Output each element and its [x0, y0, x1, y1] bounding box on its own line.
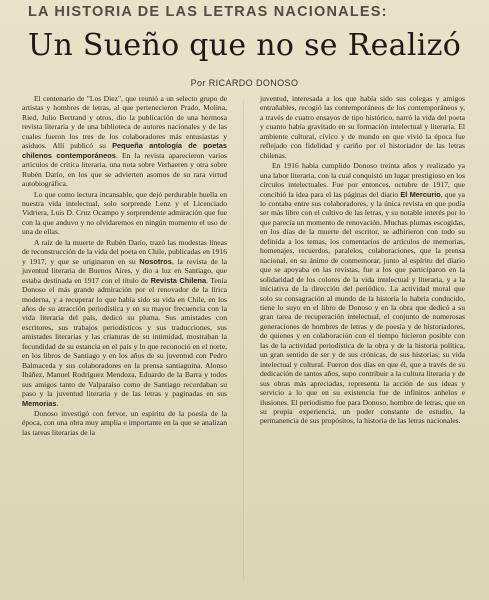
paragraph: A raíz de la muerte de Rubén Darío, trazó las modestas líneas de reconstrucción de la vida del poeta en Chile, publicadas en 1916 y 1917, y que se originaron en su Nosotros, la revista de la juventud literaria de Buenos Aires, y dio a luz en Santiago, que estaba destinada en 1917 con el título de Revista Chilena. Tenía Donoso el más grande admiración por el renovador de la lírica moderna, y a recuperar lo que había sido su vida en Chile, en los años de su atracción periodística y en su mayor frecuencia con la vida literaria del país, dedicó su pluma. Sus amistades con escritores, sus trabajos periodísticos y sus traducciones, sus amistades literarias y las criaturas de su intimidad, mostraban la fecundidad de su estancia en el país y lo que reconoció en el norte, en los libros de Santiago y en los años de su juventud con Pedro Balmaceda y sus colaboradores en la prensa santiaguina. Alonso Ibáñez, Manuel Rodríguez Mendoza, Eduardo de la Barra y todos sus amigos tanto de Valparaíso como de Santiago recordaban su paso y la juventud literaria y de las letras y paginadas en sus Memorias.	[22, 237, 227, 408]
paragraph: Lo que como lectura incansable, que dejó perdurable huella en nuestra vida intelectual, solo sorprende Lenz y el Licenciado Vidriera, Luis D. Cruz Ocampo y sorprendente admiración que fue con la que anduvo y no olvidaremos en ningún momento el uso de una de ellas.	[22, 189, 227, 237]
article-headline: Un Sueño que no se Realizó	[27, 28, 462, 63]
column-divider	[243, 100, 244, 580]
article-byline: Por RICARDO DONOSO	[190, 78, 299, 88]
paragraph: El centenario de "Los Diez", que reunió a un selecto grupo de artistas y hombres de letras, al que pertenecieron Prado, Molina, Ried, Julio Bertrand y otros, dio la publicación de una hermosa revista literaria y de una biblioteca de autores nacionales y de las cuales fueron los tres de los colaboradores más entusiastas y asiduos. Allí publicó su Pequeña antología de poetas chilenos contemporáneos. En la revista aparecieron varios artículos de crítica literaria, una nota sobre Verhaeren y otra sobre Rubén Darío, en los que se advierten asomos de su rara virtud autobiográfica.	[22, 94, 227, 189]
paragraph: Donoso investigó con fervor, un espíritu de la poesía de la época, con una obra muy amplia e importante en la que se analizan las tareas literarias de la	[22, 408, 227, 437]
paragraph: En 1916 había cumplido Donoso treinta años y realizado ya una labor literaria, con la cual conquistó un lugar prestigioso en los círculos intelectuales. Fue por entonces, octubre de 1917, que concibió la idea para el las páginas del diario El Mercurio, que ya lo contaba entre sus colaboradores, y la única revista en que podía ser más libre con el cultivo de las letras, y su notable interés por lo que parecía un momento de renovación. Muchas plumas escogidas, en los días de la muerte del escritor, se adhirieron con todo su definida a los temas, los comentarios de artículos de memorias, homenajes, recuerdos, paralelos, colaboraciones, que la prensa nacional, en su ánimo de conmemorar, junto al espíritu del diario que se apoyaba en las revistas, fue a los que participaron en la solidaridad de los colores de la vida intelectual y literaria, y a la iniciativa de la dirección del periódico. La actividad moral que solo su consagración al mundo de la historia lo habría conducido, tiene lo suyo en el libro de Donoso y en la obra que dedicó a su gran tarea de recuperación intelectual, el conjunto de numerosas generaciones de hombres de letras y de poesía y de historiadores, de quienes y en colaboración con el tiempo hicieron posible con las de la actividad periodística de la obra y de la historia política, un gran sentido de ser y de sus crónicas, de sus historias; su vida intelectual y cultural. Fueron dos días en que él, que a través de su dedicación de tantos años, supo contribuir a la cultura literaria y de sus obras más apreciadas, representa la acción de sus ideas y servicio a lo que en su existencia fue de infinitos anhelos e ilusiones. El periodismo fue para Donoso, hombre de letras, que en su propia experiencia, un poder constante de estudio, la permanencia de sus propósitos, la historia de las letras nacionales.	[260, 161, 466, 426]
article-kicker: LA HISTORIA DE LAS LETRAS NACIONALES:	[28, 4, 388, 20]
article-column-left	[22, 94, 227, 437]
article-column-right	[260, 94, 465, 426]
paragraph: juventud, interesada a los que había sido sus colegas y amigos entrañables, recogió las contemporáneos de los contemporáneos y, a través de cuatro ensayos de tipo histórico, narró la vida del poeta y cuanto había gravitado en su formación intelectual y literaria. El ambiente cultural, cívico y de mundo en que vivió la época fue reflejado con fidelidad y cariño por el historiador de las letras chilenas.	[260, 94, 465, 160]
